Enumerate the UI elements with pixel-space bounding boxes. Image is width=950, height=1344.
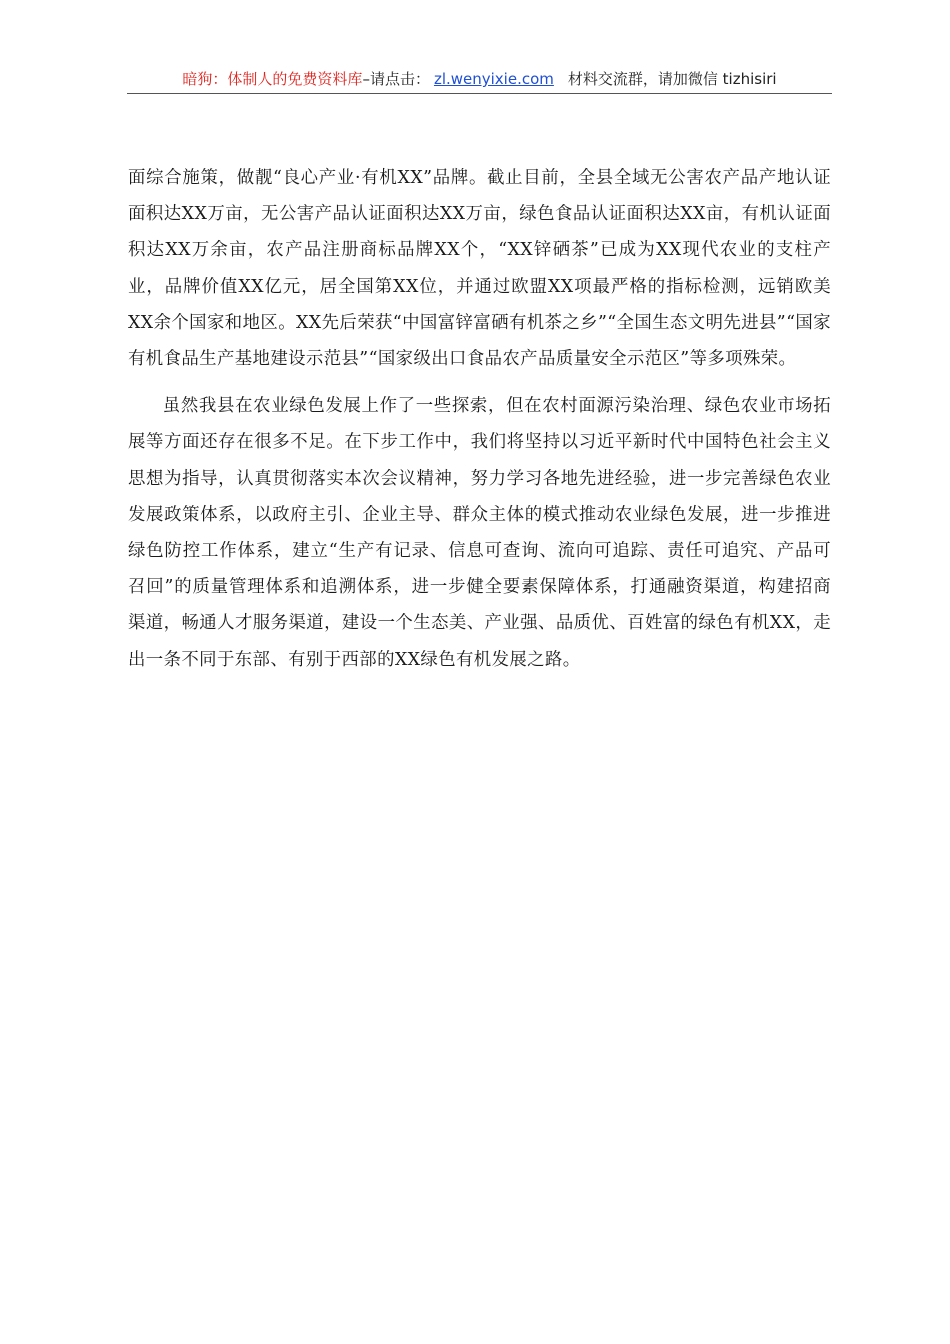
paragraph-2: 虽然我县在农业绿色发展上作了一些探索，但在农村面源污染治理、绿色农业市场拓展等方面还存在很多不足。在下步工作中，我们将坚持以习近平新时代中国特色社会主义思想为指导，认真贯彻落实本次会议精神，努力学习各地先进经验，进一步完善绿色农业发展政策体系，以政府主引、企业主导、群众主体的模式推动农业绿色发展，进一步推进绿色防控工作体系，建立“生产有记录、信息可查询、流向可追踪、责任可追究、产品可召回”的质量管理体系和追溯体系，进一步健全要素保障体系，打通融资渠道，构建招商渠道，畅通人才服务渠道，建设一个生态美、产业强、品质优、百姓富的绿色有机XX，走出一条不同于东部、有别于西部的XX绿色有机发展之路。 <box>128 396 831 670</box>
document-body <box>128 160 831 678</box>
page-header <box>127 68 832 94</box>
header-prompt: –请点击： <box>362 70 430 88</box>
paragraph-1: 面综合施策，做靓“良心产业·有机XX”品牌。截止目前，全县全域无公害农产品产地认证面积达XX万亩，无公害产品认证面积达XX万亩，绿色食品认证面积达XX亩，有机认证面积达XX万余亩，农产品注册商标品牌XX个，“XX锌硒茶”已成为XX现代农业的支柱产业，品牌价值XX亿元，居全国第XX位，并通过欧盟XX项最严格的指标检测，远销欧美XX余个国家和地区。XX先后荣获“中国富锌富硒有机茶之乡”“全国生态文明先进县”“国家有机食品生产基地建设示范县”“国家级出口食品农产品质量安全示范区”等多项殊荣。 <box>128 168 831 370</box>
header-contact: 材料交流群，请加微信 tizhisiri <box>567 70 777 88</box>
header-link[interactable]: zl.wenyixie.com <box>433 70 554 88</box>
header-brand: 暗狗：体制人的免费资料库 <box>182 70 363 88</box>
